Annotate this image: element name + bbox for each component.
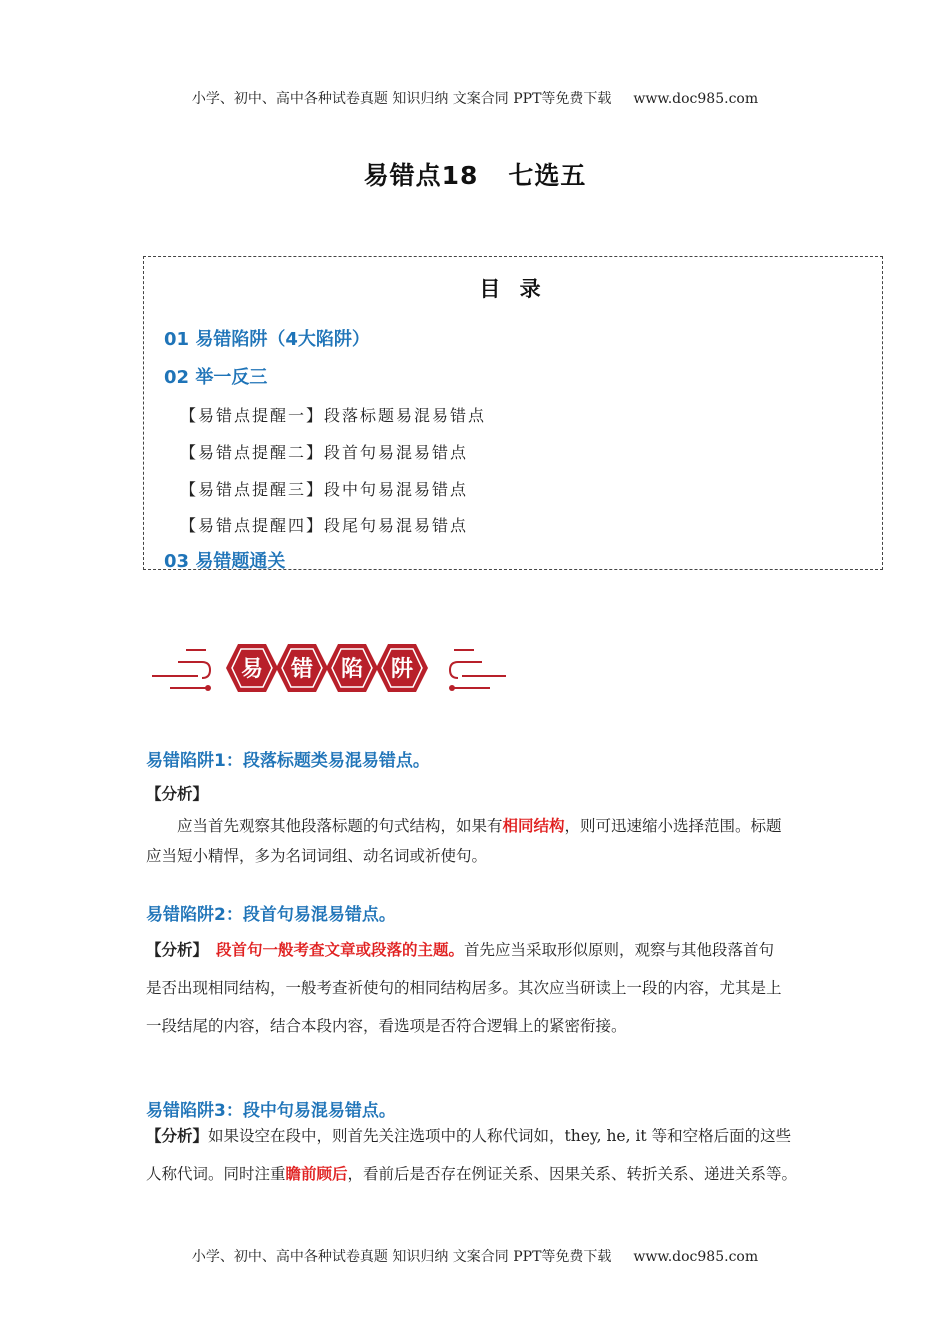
banner-char-1: 易 (240, 657, 264, 682)
trap-2-line-1: 【分析】 段首句一般考查文章或段落的主题。首先应当采取形似原则，观察与其他段落首句 (146, 941, 775, 959)
toc-item-1[interactable]: 【易错点提醒一】段落标题易混易错点 (180, 406, 487, 425)
toc-item-4[interactable]: 【易错点提醒四】段尾句易混易错点 (180, 516, 469, 535)
trap-1-line-2: 应当短小精悍，多为名词词组、动名词或祈使句。 (146, 847, 488, 865)
banner-hex-1 (226, 644, 278, 692)
trap-2-highlight: 段首句一般考查文章或段落的主题。 (216, 941, 465, 959)
trap-1-line-1: 应当首先观察其他段落标题的句式结构，如果有相同结构，则可迅速缩小选择范围。标题 (177, 817, 782, 835)
footer-url[interactable]: www.doc985.com (633, 1249, 759, 1265)
page-title (0, 156, 950, 192)
toc-section-3[interactable]: 03 易错题通关 (164, 551, 286, 572)
trap-banner (150, 632, 510, 704)
trap-2-line-3: 一段结尾的内容，结合本段内容，看选项是否符合逻辑上的紧密衔接。 (146, 1017, 627, 1035)
trap-3-line-2: 人称代词。同时注重瞻前顾后，看前后是否存在例证关系、因果关系、转折关系、递进关系等。 (146, 1165, 798, 1183)
page-footer (0, 1246, 950, 1266)
table-of-contents (143, 256, 883, 570)
banner-char-4: 阱 (390, 657, 414, 682)
trap-3-heading: 易错陷阱3：段中句易混易错点。 (146, 1101, 396, 1121)
trap-1-label: 【分析】 (146, 785, 209, 803)
title-sub: 七选五 (508, 161, 587, 190)
banner-hex-4 (376, 644, 428, 692)
banner-char-2: 错 (290, 657, 314, 682)
toc-section-2[interactable]: 02 举一反三 (164, 367, 268, 388)
toc-item-2[interactable]: 【易错点提醒二】段首句易混易错点 (180, 443, 469, 462)
banner-hex-3 (326, 644, 378, 692)
trap-2-line-2: 是否出现相同结构，一般考查祈使句的相同结构居多。其次应当研读上一段的内容，尤其是上 (146, 979, 782, 997)
banner-left-ornament (152, 650, 210, 688)
page-header (0, 88, 950, 108)
title-main: 易错点18 (363, 161, 479, 190)
banner-char-3: 陷 (340, 657, 364, 682)
trap-1-highlight: 相同结构 (502, 817, 565, 835)
toc-section-1[interactable]: 01 易错陷阱（4大陷阱） (164, 329, 370, 350)
toc-item-3[interactable]: 【易错点提醒三】段中句易混易错点 (180, 480, 469, 499)
header-url[interactable]: www.doc985.com (633, 91, 759, 107)
trap-1-heading: 易错陷阱1：段落标题类易混易错点。 (146, 751, 430, 771)
toc-heading: 目 录 (479, 277, 547, 301)
trap-3-line-1: 【分析】如果设空在段中，则首先关注选项中的人称代词如，they, he, it 等和空格后面的这些 (146, 1127, 792, 1145)
trap-3-label: 【分析】 (146, 1127, 209, 1145)
banner-right-ornament (450, 650, 506, 688)
trap-2-label: 【分析】 (146, 941, 209, 959)
banner-hex-2 (276, 644, 328, 692)
header-text: 小学、初中、高中各种试卷真题 知识归纳 文案合同 PPT等免费下载 (191, 91, 612, 107)
trap-3-highlight: 瞻前顾后 (285, 1165, 348, 1183)
footer-text: 小学、初中、高中各种试卷真题 知识归纳 文案合同 PPT等免费下载 (191, 1249, 612, 1265)
trap-2-heading: 易错陷阱2：段首句易混易错点。 (146, 905, 396, 925)
